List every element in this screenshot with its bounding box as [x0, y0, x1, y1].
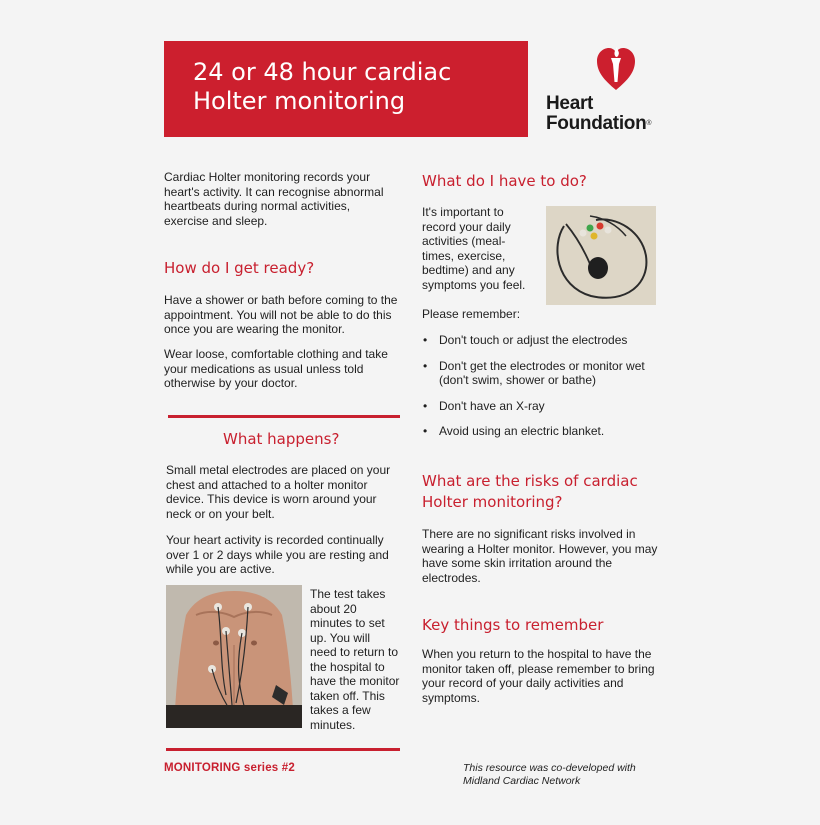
credit-line-1: This resource was co-developed with [463, 762, 636, 774]
remember-list [422, 333, 662, 439]
list-item: • Don't get the electrodes or monitor wet (don't swim, shower or bathe) [422, 359, 662, 388]
heading-risks [422, 471, 638, 513]
credit-line-2: Midland Cardiac Network [463, 775, 581, 787]
page-title-line1: 24 or 48 hour cardiac [193, 58, 452, 86]
key-things-paragraph: When you return to the hospital to have the monitor taken off, please remember to bring your record of your daily activities and symptoms. [422, 647, 655, 705]
title-banner [164, 41, 528, 137]
get-ready-paragraph-2: Wear loose, comfortable clothing and take your medications as usual unless told otherwise by your doctor. [164, 347, 388, 390]
holter-device-photo [546, 206, 656, 305]
get-ready-paragraph-1: Have a shower or bath before coming to the appointment. You will not be able to do this once you are wearing the monitor. [164, 293, 398, 336]
logo-word-heart: Heart [546, 93, 594, 114]
page-title [193, 58, 513, 116]
registered-mark: ® [646, 120, 652, 127]
what-to-do-paragraph-1: It's important to record your daily activities (meal-times, exercise, bedtime) and any symptoms you feel. [422, 205, 526, 292]
heart-torch-icon [596, 44, 636, 92]
what-happens-paragraph-1: Small metal electrodes are placed on your chest and attached to a holter monitor device. This device is worn around your neck or on your belt. [166, 463, 391, 521]
heading-what-to-do: What do I have to do? [422, 172, 587, 190]
device-photo-illustration [546, 206, 656, 305]
intro-paragraph: Cardiac Holter monitoring records your heart's activity. It can recognise abnormal heartbeats during normal activities, exercise and sleep. [164, 170, 384, 228]
risks-paragraph: There are no significant risks involved in wearing a Holter monitor. However, you may have some skin irritation around the electrodes. [422, 527, 658, 585]
what-happens-paragraph-3: The test takes about 20 minutes to set up. You will need to return to the hospital to have the monitor taken off. This takes a few minutes. [310, 587, 400, 732]
please-remember-label: Please remember: [422, 307, 521, 321]
heading-what-happens: What happens? [223, 430, 340, 448]
list-item: • Don't touch or adjust the electrodes [422, 333, 662, 348]
series-label: MONITORING series #2 [164, 762, 295, 774]
what-happens-paragraph-2: Your heart activity is recorded continually over 1 or 2 days while you are resting and while you are active. [166, 533, 389, 576]
chest-electrodes-photo [166, 585, 302, 728]
section-divider-bottom [166, 748, 400, 751]
heading-risks-line2: Holter monitoring? [422, 493, 563, 511]
list-item: • Avoid using an electric blanket. [422, 424, 662, 439]
logo-word-foundation [546, 114, 651, 134]
chest-photo-illustration [166, 585, 302, 728]
heading-risks-line1: What are the risks of cardiac [422, 472, 638, 490]
heart-foundation-logo [546, 44, 666, 136]
page-title-line2: Holter monitoring [193, 87, 406, 115]
heading-get-ready: How do I get ready? [164, 259, 315, 277]
section-divider-top [168, 415, 400, 418]
credit-note [463, 762, 636, 788]
heading-key-things: Key things to remember [422, 616, 604, 634]
list-item: • Don't have an X-ray [422, 399, 662, 414]
logo-word-foundation-text: Foundation [546, 113, 647, 134]
